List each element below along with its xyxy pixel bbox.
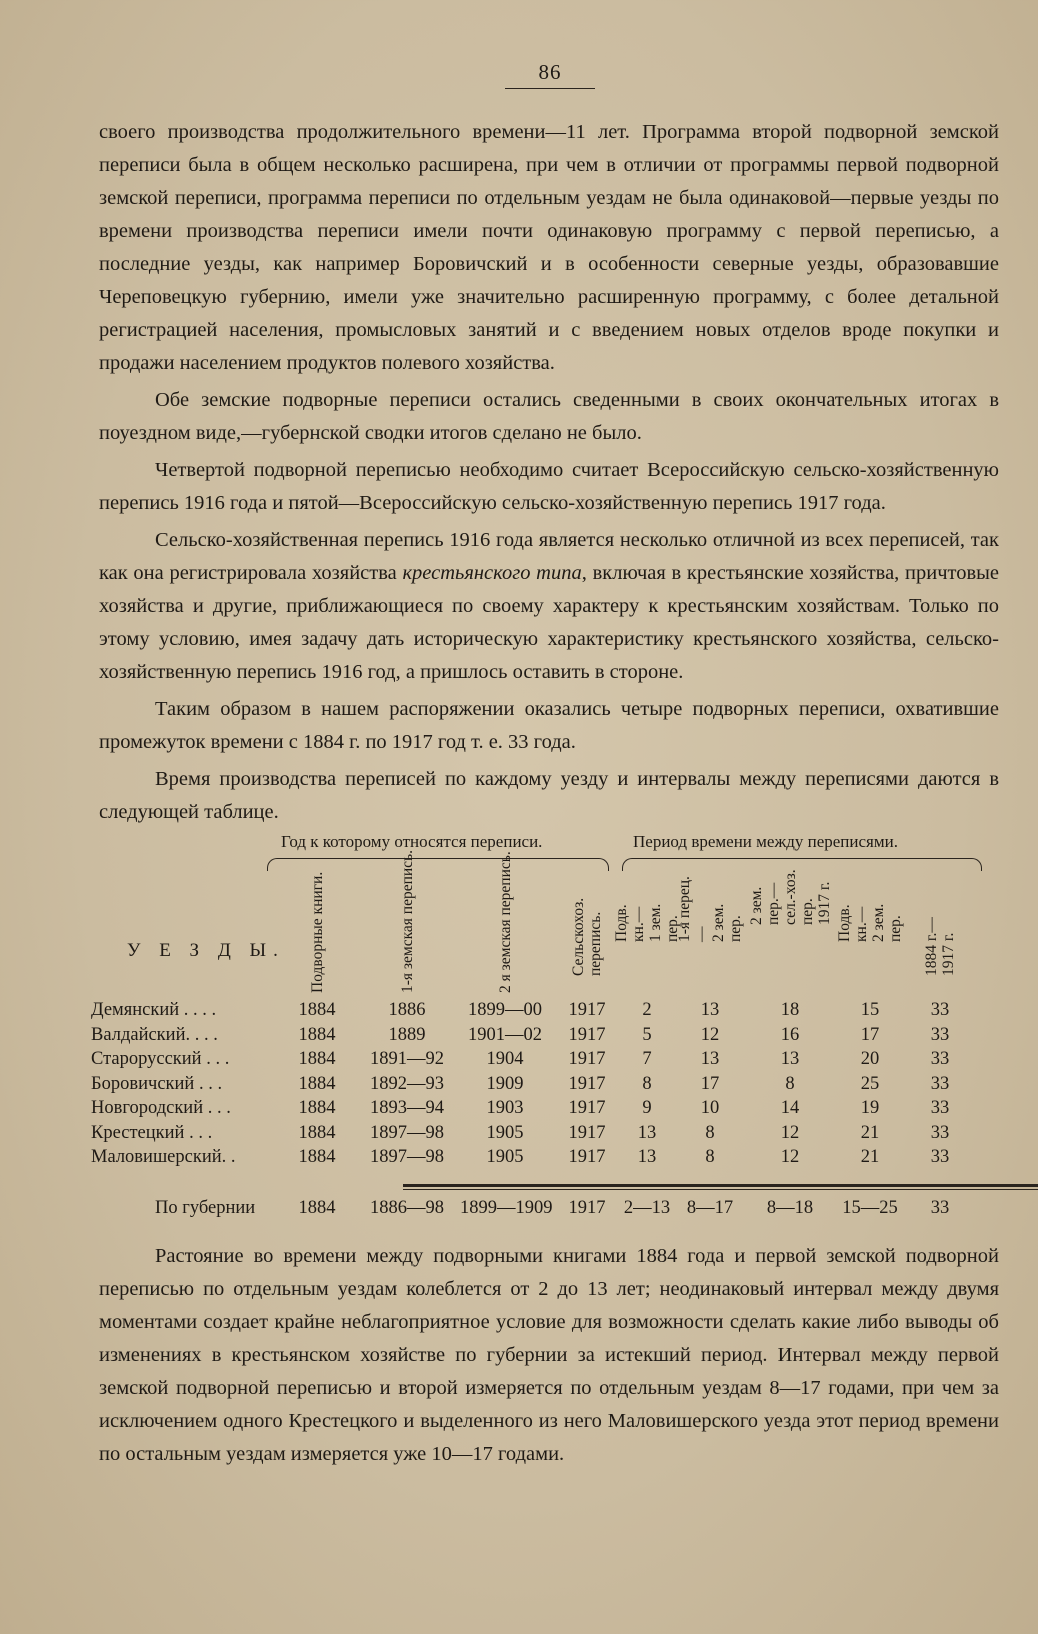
total-divider-thin — [403, 1189, 1038, 1190]
table-row — [91, 1098, 1000, 1122]
table-cell: 13 — [700, 1049, 720, 1069]
table-cell: 14 — [780, 1098, 800, 1118]
table-cell: 33 — [930, 1147, 950, 1167]
table-cell: 19 — [860, 1098, 880, 1118]
table-cell: 1909 — [486, 1073, 524, 1094]
table-cell: 8 — [785, 1073, 795, 1094]
column-header-line: 1917 г. — [815, 881, 833, 925]
table-group-header: Период времени между переписями. — [633, 832, 898, 851]
table-cell: 33 — [930, 1073, 950, 1094]
table-cell: 1917 — [568, 1049, 606, 1069]
row-name: Маловишерский. . — [91, 1147, 236, 1167]
column-header-text — [613, 904, 681, 942]
row-name: Демянский . . . . — [91, 1000, 217, 1020]
column-header-line: сел.-хоз. — [781, 869, 799, 925]
row-name: По губернии — [155, 1198, 256, 1218]
table-cell: 13 — [780, 1049, 800, 1069]
table-cell: 1892—93 — [370, 1073, 444, 1094]
table-cell: 1886—98 — [370, 1198, 444, 1218]
table-cell: 1917 — [568, 1073, 606, 1094]
table-cell: 33 — [930, 1098, 950, 1118]
row-name: Старорусский . . . — [91, 1049, 230, 1069]
table-cell: 1917 — [568, 1198, 606, 1218]
table-cell: 1884 — [298, 1198, 336, 1218]
column-header-text — [748, 869, 833, 925]
table-cell: 21 — [860, 1122, 880, 1143]
paragraph: Обе земские подворные переписи остались сведенными в своих окончательных итогах в поуездном виде,—губернской сводки итогов сделано не было. — [99, 389, 999, 444]
table-cell: 12 — [700, 1024, 720, 1045]
table-cell: 8 — [705, 1147, 715, 1167]
table-cell: 16 — [780, 1024, 800, 1045]
column-header — [565, 880, 609, 1010]
paragraph: Четвертой подворной переписью необходимо считает Всероссийскую сельско-хозяйственную перепись 1916 года и пятой—Всероссийскую сельско-хозяйственную перепись 1917 года. — [99, 459, 999, 514]
table-group-header: Год к которому относятся переписи. — [281, 832, 543, 851]
column-header-line: пер.— — [764, 882, 782, 925]
column-header-text — [570, 898, 604, 976]
column-header-line: перепись. — [587, 911, 604, 976]
column-header-text — [399, 850, 416, 993]
row-name: Новгородский . . . — [91, 1098, 231, 1118]
page-number-rule — [505, 88, 595, 89]
column-header-text — [923, 917, 957, 976]
column-header-line: 1917 г. — [940, 932, 957, 976]
column-header-line: кн.— — [630, 906, 647, 942]
table-row — [91, 1024, 1000, 1049]
table-cell: 1917 — [568, 1098, 606, 1118]
column-header-line: 2 зем. — [870, 903, 887, 942]
column-header — [613, 880, 681, 1010]
table-cell: 12 — [780, 1122, 800, 1143]
table-cell: 1886 — [388, 1000, 426, 1020]
table-cell: 5 — [642, 1024, 652, 1045]
table-cell: 33 — [930, 1198, 950, 1218]
table-cell: 8—17 — [686, 1198, 734, 1218]
table-cell: 17 — [860, 1024, 880, 1045]
table-cell: 1899—00 — [468, 1000, 542, 1020]
column-header — [385, 849, 429, 1010]
column-header-line: пер. — [798, 898, 816, 925]
table-cell: 33 — [930, 1000, 950, 1020]
paragraph: Сельско-хозяйственная перепись 1916 года является несколько отличной из всех переписей, так как она регистрировала хозяйства крестьянского типа, включая в крестьянские хозяйства, причтовые хозяйства и другие, приближающиеся по своему характеру к крестьянским хозяйствам. Только по этому условию, имея задачу дать историческую характеристику крестьянского хозяйства, сельско-хозяйственную перепись 1916 год, а пришлось оставить в стороне. — [99, 529, 1000, 683]
column-header-line: 2 я земская перепись. — [496, 851, 514, 993]
column-header-line: Подв. — [613, 904, 630, 942]
column-header-text — [836, 904, 904, 942]
table-cell: 1884 — [298, 1098, 336, 1118]
table-row — [91, 1122, 1000, 1147]
table-cell: 1884 — [298, 1049, 336, 1069]
column-header — [918, 880, 962, 1010]
table-cell: 33 — [930, 1024, 950, 1045]
table-cell: 13 — [637, 1122, 657, 1143]
table-cell: 1901—02 — [468, 1024, 542, 1045]
table-total-row — [95, 1198, 1000, 1222]
table-cell: 12 — [780, 1147, 800, 1167]
table-cell: 1897—98 — [370, 1147, 444, 1167]
column-header-line: 1-я перец. — [676, 876, 693, 942]
table-cell: 15 — [860, 1000, 880, 1020]
column-header-line: пер. — [887, 915, 904, 942]
paragraph: Время производства переписей по каждому уезду и интервалы между переписями даются в следующей таблице. — [99, 768, 999, 823]
column-header-line: Подворные книги. — [308, 871, 326, 993]
table-cell: 1899—1909 — [460, 1198, 553, 1218]
paragraph: своего производства продолжительного времени—11 лет. Программа второй подворной земской переписи была в общем несколько расширена, при чем в отличии от программы первой подворной земской переписи, программа переписи по отдельным уездам не была одинаковой—первые уезды по времени производства переписи имели почти одинаковую программу с первой переписью, а последние уезды, как например Боровичский и в особенности северные уезды, образовавшие Череповецкую губернию, имели уже значительно расширенную программу, с более детальной регистрацией населения, промысловых занятий и с введением новых отделов вроде покупки и продажи населением продуктов полевого хозяйства. — [99, 121, 999, 374]
table-cell: 1905 — [486, 1147, 524, 1167]
census-table — [91, 832, 1000, 1232]
row-name: Крестецкий . . . — [91, 1122, 213, 1143]
column-header — [747, 869, 833, 1010]
table-cell: 1917 — [568, 1122, 606, 1143]
page-number: 86 — [538, 60, 562, 84]
table-row — [91, 1000, 1000, 1024]
paragraph: Растояние во времени между подворными книгами 1884 года и первой земской подворной переписью по отдельным уездам колеблется от 2 до 13 лет; неодинаковый интервал между двумя моментами создает крайне неблагоприятное условие для возможности сделать какие либо выводы об изменениях в крестьянском хозяйстве по губернии за истекший период. Интервал между первой земской подворной переписью и второй измеряется по отдельным уездам 8—17 годами, при чем за исключением одного Крестецкого и выделенного из него Маловишерского уезда этот период времени по остальным уездам измеряется уже 10—17 годами. — [99, 1245, 999, 1465]
column-header-line: — — [693, 926, 710, 942]
column-header-line: 1884 г.— — [923, 917, 940, 976]
body-text-bottom — [99, 1240, 999, 1471]
table-row — [91, 1049, 1000, 1073]
column-header — [676, 876, 744, 1010]
table-cell: 18 — [780, 1000, 800, 1020]
body-text-top — [99, 116, 999, 829]
table-cell: 7 — [642, 1049, 652, 1069]
paragraph: Таким образом в нашем распоряжении оказались четыре подворных переписи, охватившие промежуток времени с 1884 г. по 1917 год т. е. 33 года. — [99, 698, 999, 753]
table-row — [91, 1073, 1000, 1098]
table-cell: 25 — [860, 1073, 880, 1094]
column-header-text — [676, 876, 744, 942]
table-cell: 1897—98 — [370, 1122, 444, 1143]
column-header-line: кн.— — [853, 906, 870, 942]
table-cell: 1889 — [388, 1024, 426, 1045]
table-cell: 2—13 — [623, 1198, 671, 1218]
table-cell: 1891—92 — [370, 1049, 444, 1069]
column-header-line: 1-я земская перепись. — [398, 849, 416, 993]
row-name: Валдайский. . . . — [91, 1024, 218, 1045]
table-cell: 33 — [930, 1122, 950, 1143]
table-cell: 21 — [860, 1147, 880, 1167]
column-header-line: 1 зем. — [647, 903, 664, 942]
table-cell: 13 — [700, 1000, 720, 1020]
column-header-line: пер. — [727, 915, 744, 942]
table-cell: 13 — [637, 1147, 657, 1167]
table-cell: 33 — [930, 1049, 950, 1069]
table-row — [91, 1147, 1000, 1171]
table-cell: 20 — [860, 1049, 880, 1069]
column-header-line: 2 зем. — [747, 886, 765, 925]
table-cell: 2 — [642, 1000, 652, 1020]
table-cell: 1904 — [486, 1049, 524, 1069]
table-cell: 1903 — [486, 1098, 524, 1118]
table-cell: 1917 — [568, 1024, 606, 1045]
column-header — [295, 871, 339, 1010]
table-cell: 8—18 — [766, 1198, 814, 1218]
row-name: Боровичский . . . — [91, 1073, 223, 1094]
column-header-line: Сельскохоз. — [570, 897, 587, 976]
emphasis: крестьянского типа — [402, 562, 582, 584]
column-header-line: 2 зем. — [710, 903, 727, 942]
total-divider — [403, 1184, 1038, 1187]
column-header-line: Подв. — [836, 904, 853, 942]
table-cell: 15—25 — [842, 1198, 898, 1218]
table-cell: 1893—94 — [370, 1098, 444, 1118]
table-cell: 9 — [642, 1098, 652, 1118]
table-cell: 1884 — [298, 1147, 336, 1167]
table-cell: 8 — [642, 1073, 652, 1094]
table-cell: 1884 — [298, 1073, 336, 1094]
row-header-label: У Е З Д Ы. — [127, 940, 285, 961]
column-header-text — [309, 872, 326, 993]
column-header — [483, 851, 527, 1010]
table-cell: 1884 — [298, 1122, 336, 1143]
table-cell: 1917 — [568, 1000, 606, 1020]
column-header-line: пер. — [664, 915, 681, 942]
table-cell: 10 — [700, 1098, 720, 1118]
table-cell: 1917 — [568, 1147, 606, 1167]
table-cell: 1884 — [298, 1024, 336, 1045]
group-brace — [267, 858, 609, 871]
table-cell: 1905 — [486, 1122, 524, 1143]
table-cell: 17 — [700, 1073, 720, 1094]
column-header — [836, 880, 904, 1010]
table-cell: 1884 — [298, 1000, 336, 1020]
column-header-text — [497, 851, 514, 993]
table-cell: 8 — [705, 1122, 715, 1143]
